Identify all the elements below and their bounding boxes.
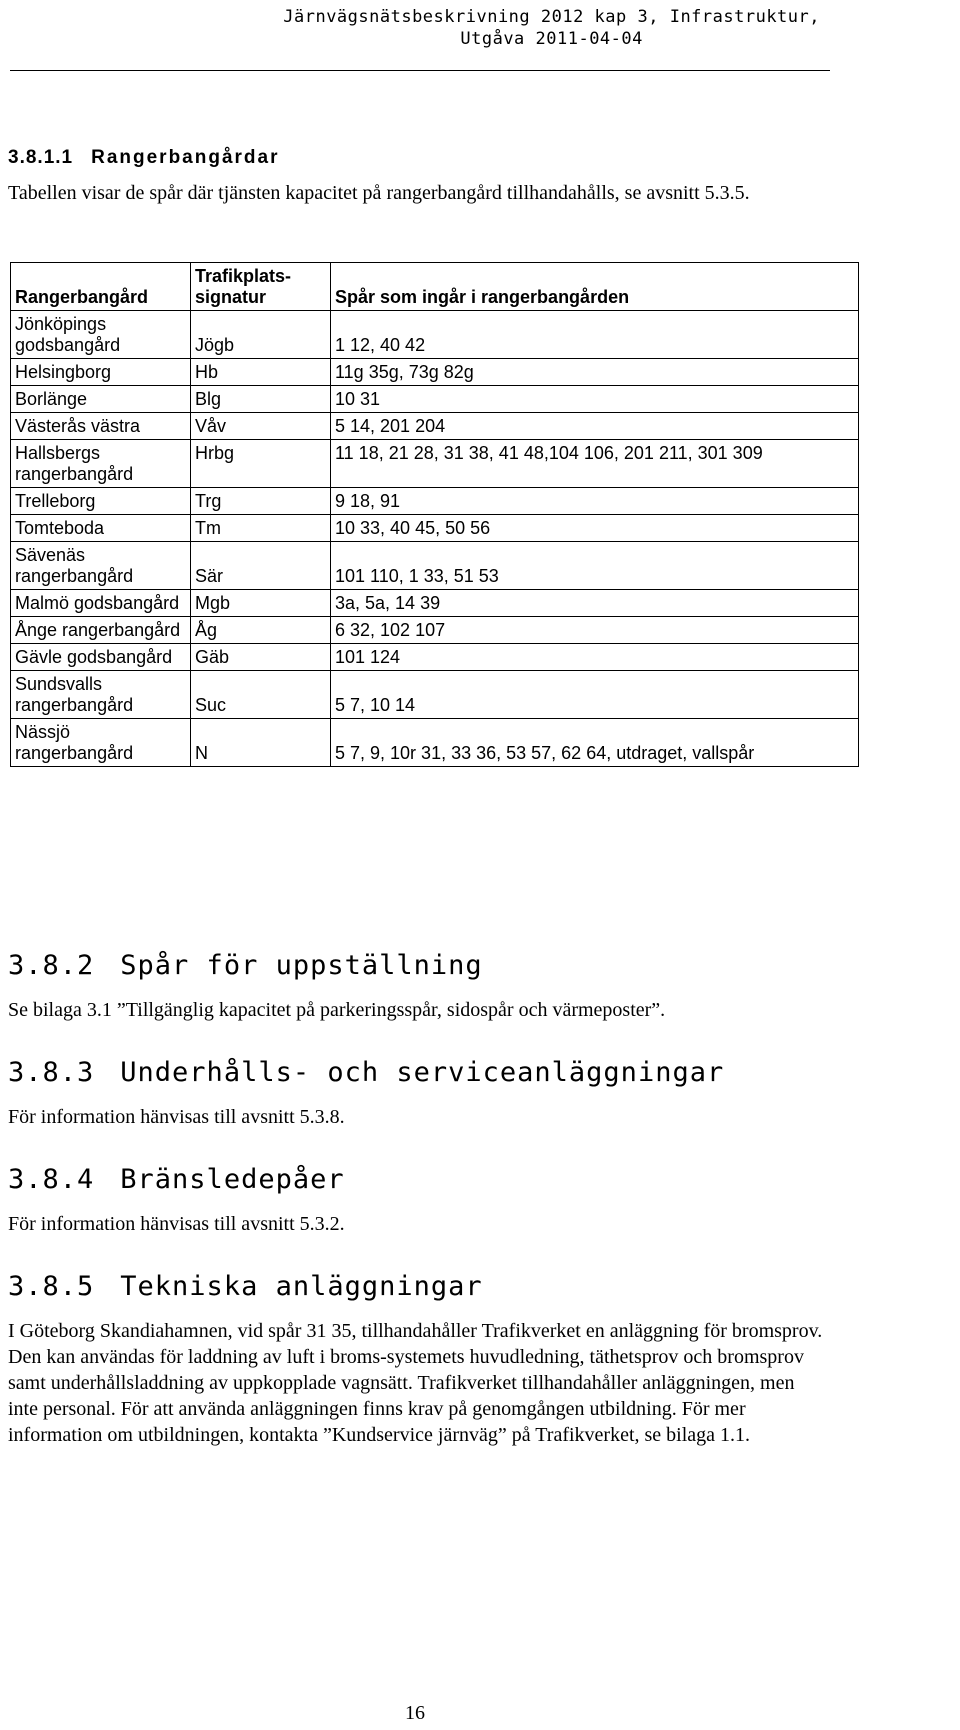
- section-heading-384: [8, 1164, 345, 1195]
- section-text-385: I Göteborg Skandiahamnen, vid spår 31 35, tillhandahåller Trafikverket en anläggning för bromsprov. Den kan användas för laddning av luft i broms-systemets huvudledning, täthetsprov och bromsprov samt underhållsladdning av uppkopplade vagnsätt. Trafikverket tillhandahåller anläggningen, men inte personal. För att använda anläggningen finns krav på genomgången utbildning. För mer information om utbildningen, kontakta ”Kundservice järnväg” på Trafikverket, se bilaga 1.1.: [8, 1320, 823, 1446]
- section-heading-385: [8, 1271, 483, 1302]
- column-header: Spår som ingår i rangerbangården: [331, 263, 859, 311]
- cell-signatur: Åg: [191, 617, 331, 644]
- cell-spar: 11g 35g, 73g 82g: [331, 359, 859, 386]
- table-row: [11, 671, 859, 719]
- cell-spar: 101 110, 1 33, 51 53: [331, 542, 859, 590]
- section-title: Underhålls- och serviceanläggningar: [120, 1057, 725, 1088]
- cell-spar: 1 12, 40 42: [331, 311, 859, 359]
- cell-rangerbangard: Jönköpings godsbangård: [11, 311, 191, 359]
- cell-spar: 11 18, 21 28, 31 38, 41 48,104 106, 201 211, 301 309: [331, 440, 859, 488]
- table-row: [11, 311, 859, 359]
- table-body: [11, 311, 859, 767]
- cell-signatur: Blg: [191, 386, 331, 413]
- section-number: 3.8.3: [8, 1057, 95, 1088]
- cell-spar: 101 124: [331, 644, 859, 671]
- cell-signatur: N: [191, 719, 331, 767]
- rangerbangard-table: [10, 262, 859, 767]
- cell-signatur: Gäb: [191, 644, 331, 671]
- cell-signatur: Hb: [191, 359, 331, 386]
- section-text-384: För information hänvisas till avsnitt 5.3.2.: [8, 1213, 345, 1235]
- section-intro: Tabellen visar de spår där tjänsten kapacitet på rangerbangård tillhandahålls, se avsnitt 5.3.5.: [8, 182, 750, 204]
- header-line-2: Utgåva 2011-04-04: [460, 29, 643, 49]
- cell-rangerbangard: Malmö godsbangård: [11, 590, 191, 617]
- table-row: [11, 644, 859, 671]
- cell-spar: 10 31: [331, 386, 859, 413]
- section-title: Tekniska anläggningar: [120, 1271, 483, 1302]
- section-title: Spår för uppställning: [120, 950, 483, 981]
- header-line-1: Järnvägsnätsbeskrivning 2012 kap 3, Infrastruktur,: [283, 7, 820, 27]
- section-heading-382: [8, 950, 483, 981]
- cell-signatur: Mgb: [191, 590, 331, 617]
- cell-rangerbangard: Ånge rangerbangård: [11, 617, 191, 644]
- cell-rangerbangard: Hallsbergs rangerbangård: [11, 440, 191, 488]
- cell-spar: 10 33, 40 45, 50 56: [331, 515, 859, 542]
- table-row: [11, 386, 859, 413]
- section-title: Bränsledepåer: [120, 1164, 345, 1195]
- header-divider: [10, 70, 830, 71]
- table-row: [11, 719, 859, 767]
- cell-spar: 5 7, 10 14: [331, 671, 859, 719]
- cell-spar: 5 14, 201 204: [331, 413, 859, 440]
- cell-spar: 9 18, 91: [331, 488, 859, 515]
- table-row: [11, 617, 859, 644]
- cell-spar: 3a, 5a, 14 39: [331, 590, 859, 617]
- table-row: [11, 440, 859, 488]
- section-heading-383: [8, 1057, 724, 1088]
- cell-rangerbangard: Tomteboda: [11, 515, 191, 542]
- section-title: Rangerbangårdar: [91, 147, 280, 168]
- cell-rangerbangard: Helsingborg: [11, 359, 191, 386]
- section-number: 3.8.1.1: [8, 147, 74, 168]
- table-row: [11, 590, 859, 617]
- cell-rangerbangard: Sävenäs rangerbangård: [11, 542, 191, 590]
- cell-signatur: Våv: [191, 413, 331, 440]
- cell-rangerbangard: Nässjö rangerbangård: [11, 719, 191, 767]
- cell-rangerbangard: Västerås västra: [11, 413, 191, 440]
- cell-signatur: Trg: [191, 488, 331, 515]
- cell-signatur: Hrbg: [191, 440, 331, 488]
- cell-rangerbangard: Trelleborg: [11, 488, 191, 515]
- page-header: [283, 6, 820, 50]
- section-text-383: För information hänvisas till avsnitt 5.3.8.: [8, 1106, 345, 1128]
- cell-signatur: Jögb: [191, 311, 331, 359]
- cell-spar: 5 7, 9, 10r 31, 33 36, 53 57, 62 64, utdraget, vallspår: [331, 719, 859, 767]
- section-number: 3.8.5: [8, 1271, 95, 1302]
- table-header-row: [11, 263, 859, 311]
- cell-signatur: Suc: [191, 671, 331, 719]
- table-row: [11, 542, 859, 590]
- cell-signatur: Tm: [191, 515, 331, 542]
- section-heading-3811: [8, 147, 279, 169]
- section-text-382: Se bilaga 3.1 ”Tillgänglig kapacitet på parkeringsspår, sidospår och värmeposter”.: [8, 999, 666, 1021]
- cell-rangerbangard: Gävle godsbangård: [11, 644, 191, 671]
- table-row: [11, 413, 859, 440]
- cell-rangerbangard: Sundsvalls rangerbangård: [11, 671, 191, 719]
- cell-signatur: Sär: [191, 542, 331, 590]
- section-number: 3.8.4: [8, 1164, 95, 1195]
- page-number: 16: [405, 1702, 425, 1724]
- table-row: [11, 488, 859, 515]
- section-number: 3.8.2: [8, 950, 95, 981]
- cell-spar: 6 32, 102 107: [331, 617, 859, 644]
- table-row: [11, 359, 859, 386]
- column-header: Rangerbangård: [11, 263, 191, 311]
- table-row: [11, 515, 859, 542]
- cell-rangerbangard: Borlänge: [11, 386, 191, 413]
- column-header: Trafikplats-signatur: [191, 263, 331, 311]
